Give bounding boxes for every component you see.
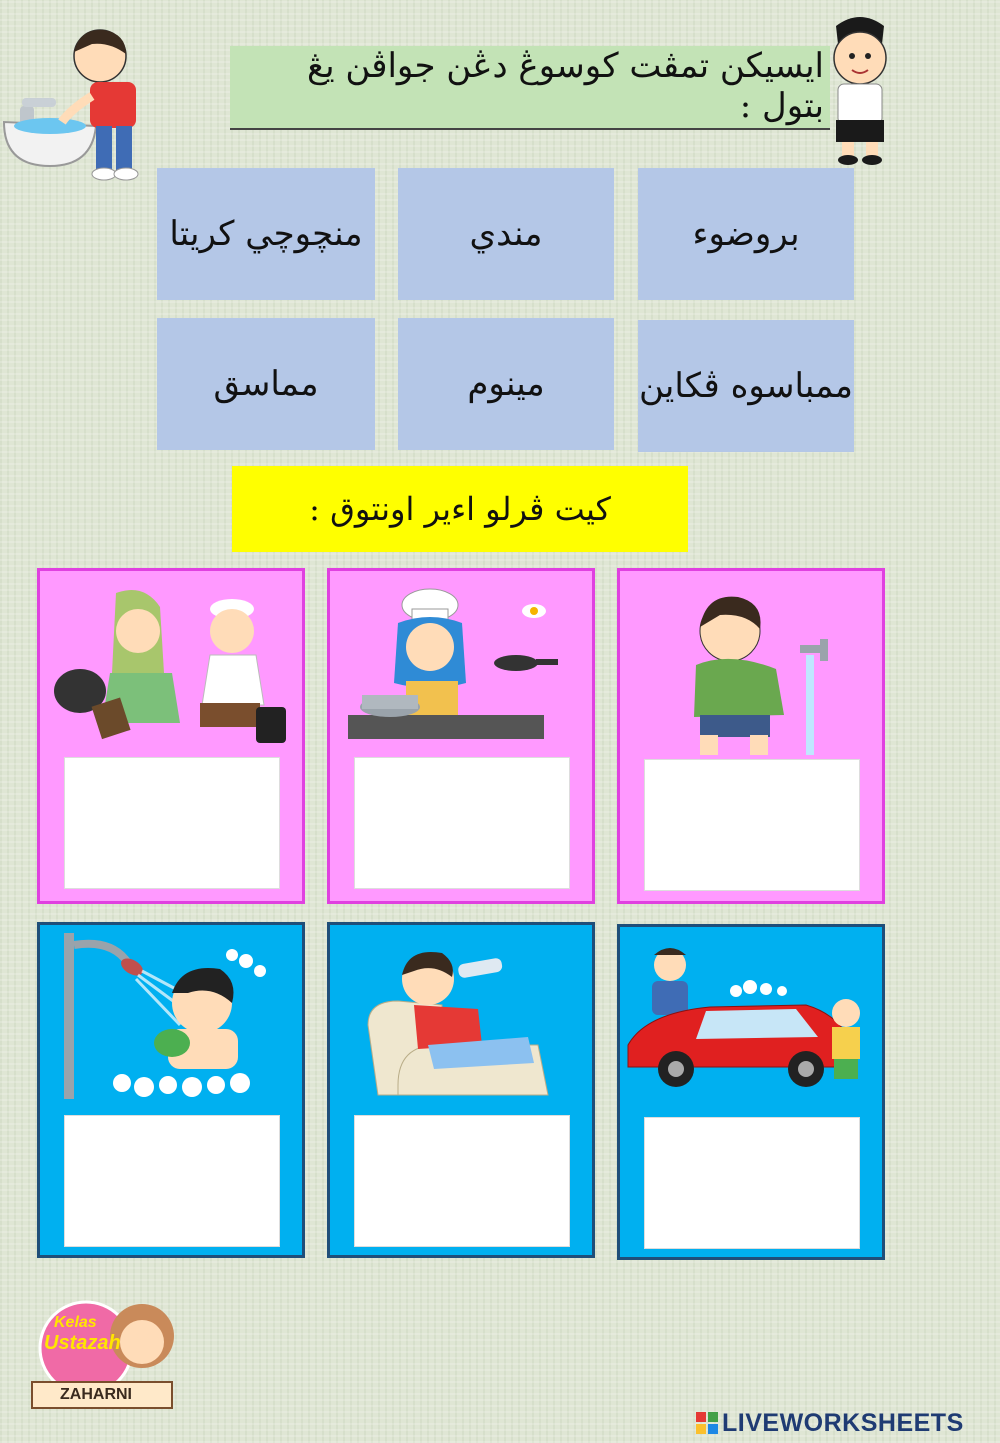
word-option[interactable]: مماسق — [157, 318, 375, 450]
word-option[interactable]: مينوم — [398, 318, 614, 450]
badge-line-3: ZAHARNI — [60, 1386, 132, 1403]
kelas-ustazah-badge — [24, 1296, 174, 1418]
instruction-banner — [230, 46, 830, 130]
answer-drop-box[interactable] — [644, 1117, 860, 1249]
picture-card — [37, 922, 305, 1258]
boy-showering-icon — [52, 933, 292, 1109]
children-washing-clothes-icon — [52, 583, 292, 759]
word-option[interactable]: ممباسوه ڤكاين — [638, 320, 854, 452]
boy-at-sink-icon — [0, 26, 150, 186]
brand-name: LIVEWORKSHEETS — [722, 1408, 964, 1437]
boy-drinking-icon — [358, 945, 558, 1105]
answer-drop-box[interactable] — [64, 757, 280, 889]
picture-card — [37, 568, 305, 904]
picture-card — [327, 922, 595, 1258]
section-subtitle: كيت ڤرلو اءير اونتوق : — [232, 466, 688, 552]
boy-with-songkok-icon — [812, 8, 908, 168]
boy-washing-hands-icon — [660, 585, 846, 761]
boy-washing-car-icon — [626, 941, 876, 1111]
picture-card — [617, 568, 885, 904]
answer-drop-box[interactable] — [354, 757, 570, 889]
picture-card — [327, 568, 595, 904]
answer-drop-box[interactable] — [64, 1115, 280, 1247]
word-option[interactable]: بروضوء — [638, 168, 854, 300]
instruction-text: ايسيكن تمڤت كوسوڠ دڠن جواڤن يڠ بتول : — [230, 46, 830, 130]
live-logo-icon — [696, 1412, 718, 1434]
badge-line-2: Ustazah — [44, 1332, 121, 1354]
word-option[interactable]: منچوچي كريتا — [157, 168, 375, 300]
answer-drop-box[interactable] — [354, 1115, 570, 1247]
answer-drop-box[interactable] — [644, 759, 860, 891]
girl-cooking-icon — [340, 583, 560, 753]
liveworksheets-brand[interactable] — [696, 1406, 964, 1440]
picture-card — [617, 924, 885, 1260]
badge-line-1: Kelas — [54, 1314, 97, 1331]
word-option[interactable]: مندي — [398, 168, 614, 300]
